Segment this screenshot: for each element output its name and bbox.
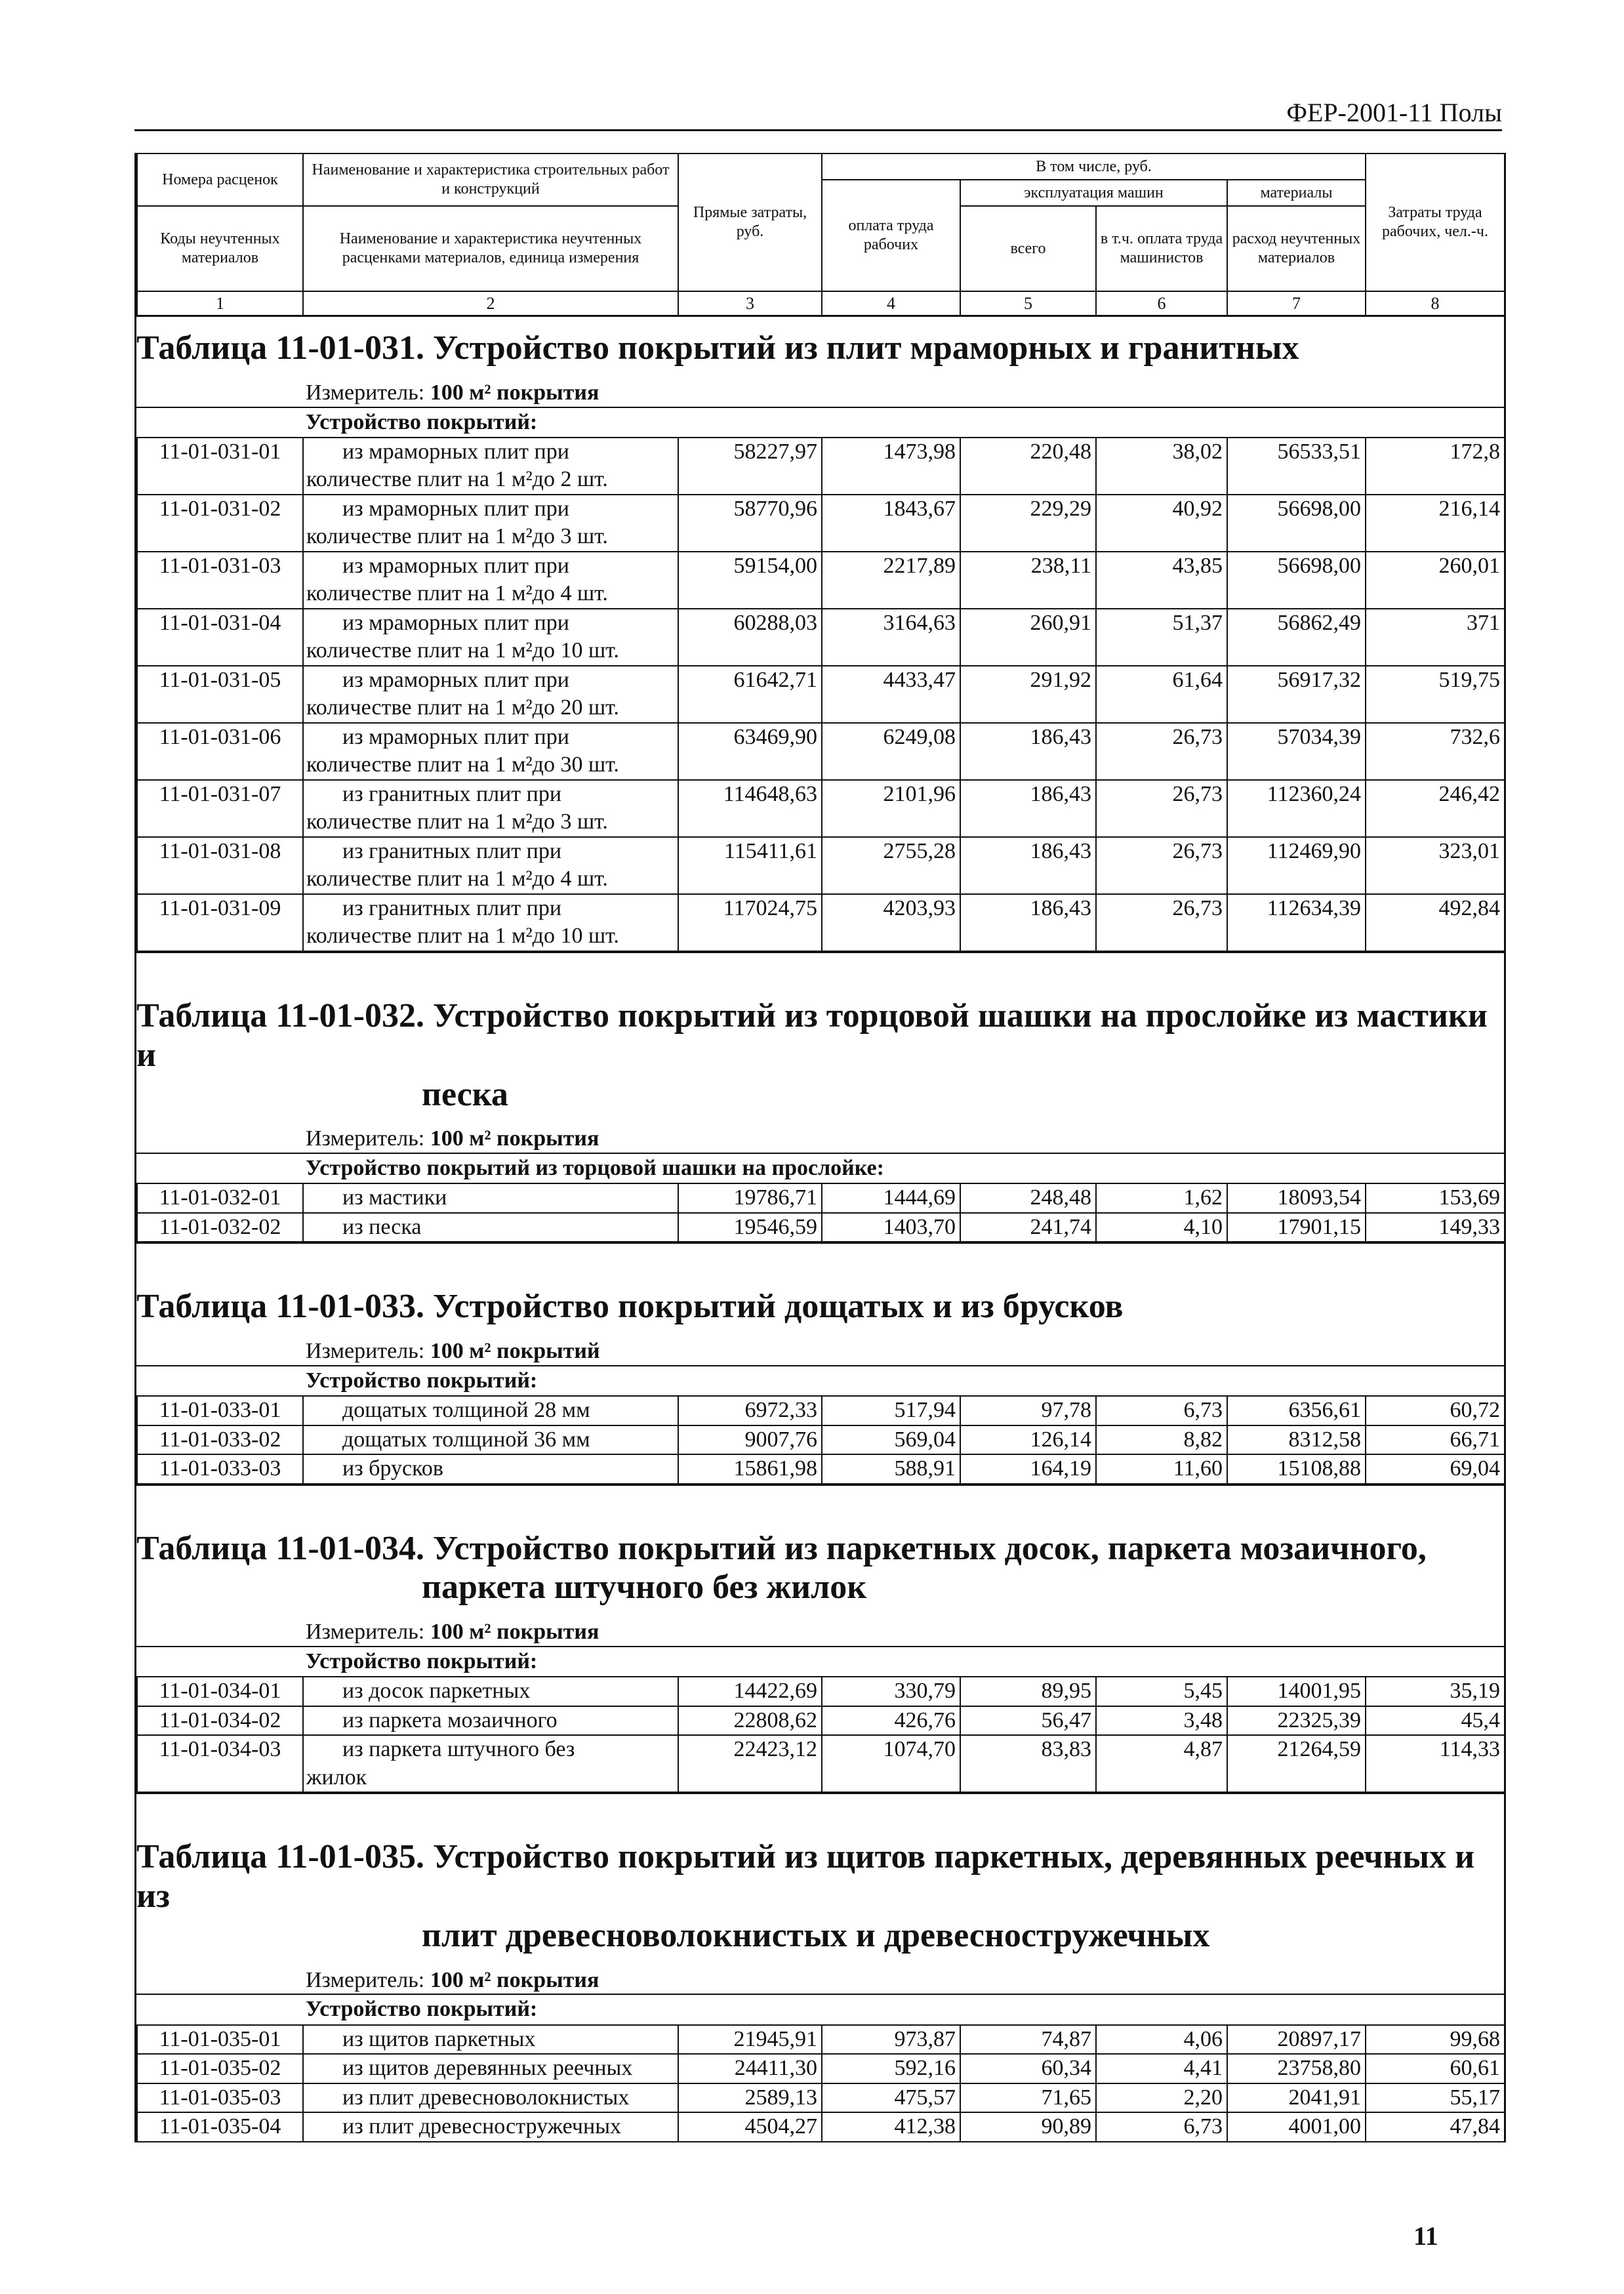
worker-wages-cell: 426,76 [822, 1706, 960, 1736]
measure-unit [136, 1126, 1504, 1153]
direct-costs-cell: 58770,96 [678, 495, 822, 552]
measure-unit [136, 1338, 1504, 1365]
header-machines-total: всего [960, 206, 1096, 291]
work-name-line: из досок паркетных [342, 1679, 531, 1704]
materials-cell: 2041,91 [1227, 2083, 1366, 2113]
measure-unit [136, 1619, 1504, 1646]
direct-costs-cell: 59154,00 [678, 552, 822, 609]
labor-cell: 99,68 [1366, 2025, 1505, 2055]
rate-code: 11-01-031-01 [137, 438, 303, 495]
table-row [137, 894, 1505, 951]
rates-table [136, 1183, 1505, 1242]
direct-costs-cell: 24411,30 [678, 2054, 822, 2083]
work-name-line: из песка [342, 1214, 422, 1239]
work-name-line: из гранитных плит при [342, 895, 562, 920]
work-name-line: количестве плит на 1 м²до 3 шт. [306, 809, 608, 834]
table-row [137, 1396, 1505, 1425]
table-title-line: Таблица 11-01-032. Устройство покрытий из торцовой шашки на прослойке из мастики и [136, 996, 1488, 1074]
machine-costs-cell: 186,43 [960, 837, 1096, 894]
table-separator [136, 952, 1504, 985]
work-name-line: количестве плит на 1 м²до 3 шт. [306, 524, 608, 549]
machinist-wages-cell: 51,37 [1096, 609, 1227, 666]
labor-cell: 492,84 [1366, 894, 1505, 951]
measure-value: 100 м² покрытия [430, 380, 599, 405]
direct-costs-cell: 117024,75 [678, 894, 822, 951]
labor-cell: 172,8 [1366, 438, 1505, 495]
materials-cell: 112634,39 [1227, 894, 1366, 951]
table-row [137, 552, 1505, 609]
materials-cell: 22325,39 [1227, 1706, 1366, 1736]
rate-code: 11-01-031-09 [137, 894, 303, 951]
materials-cell: 17901,15 [1227, 1213, 1366, 1242]
pricing-table-block [136, 317, 1504, 985]
measure-value: 100 м² покрытия [430, 1126, 599, 1151]
column-number: 8 [1366, 291, 1505, 316]
machine-costs-cell: 90,89 [960, 2112, 1096, 2142]
machine-costs-cell: 97,78 [960, 1396, 1096, 1425]
machine-costs-cell: 291,92 [960, 666, 1096, 723]
rates-table [136, 1395, 1505, 1485]
work-name [303, 666, 678, 723]
labor-cell: 47,84 [1366, 2112, 1505, 2142]
table-row [137, 438, 1505, 495]
work-name-line: количестве плит на 1 м²до 20 шт. [306, 695, 619, 720]
direct-costs-cell: 19546,59 [678, 1213, 822, 1242]
measure-label: Измеритель: [306, 1967, 425, 1992]
labor-cell: 149,33 [1366, 1213, 1505, 1242]
direct-costs-cell: 2589,13 [678, 2083, 822, 2113]
machine-costs-cell: 260,91 [960, 609, 1096, 666]
table-title-line: Таблица 11-01-034. Устройство покрытий из паркетных досок, паркета мозаичного, [136, 1529, 1427, 1567]
pricing-table-block [136, 985, 1504, 1275]
machine-costs-cell: 83,83 [960, 1735, 1096, 1792]
labor-cell: 60,72 [1366, 1396, 1505, 1425]
table-row [137, 495, 1505, 552]
measure-value: 100 м² покрытий [430, 1339, 600, 1364]
materials-cell: 4001,00 [1227, 2112, 1366, 2142]
labor-cell: 246,42 [1366, 780, 1505, 837]
materials-cell: 56698,00 [1227, 552, 1366, 609]
table-subtitle: Устройство покрытий из торцовой шашки на прослойке: [136, 1153, 1504, 1183]
labor-cell: 35,19 [1366, 1677, 1505, 1706]
table-row [137, 2054, 1505, 2083]
header-material-codes: Коды неучтенных материалов [137, 206, 303, 291]
rate-code: 11-01-034-03 [137, 1735, 303, 1792]
labor-cell: 45,4 [1366, 1706, 1505, 1736]
table-row [137, 837, 1505, 894]
labor-cell: 66,71 [1366, 1425, 1505, 1455]
table-subtitle: Устройство покрытий: [136, 407, 1504, 437]
table-title [136, 1826, 1504, 1955]
work-name-line: дощатых толщиной 28 мм [342, 1398, 590, 1423]
table-subtitle: Устройство покрытий: [136, 1994, 1504, 2024]
work-name [303, 2054, 678, 2083]
machine-costs-cell: 241,74 [960, 1213, 1096, 1242]
worker-wages-cell: 592,16 [822, 2054, 960, 2083]
materials-cell: 15108,88 [1227, 1454, 1366, 1484]
work-name-line: количестве плит на 1 м²до 10 шт. [306, 638, 619, 663]
materials-cell: 21264,59 [1227, 1735, 1366, 1792]
table-subtitle: Устройство покрытий: [136, 1646, 1504, 1676]
table-row [137, 1425, 1505, 1455]
rate-code: 11-01-031-04 [137, 609, 303, 666]
materials-cell: 57034,39 [1227, 723, 1366, 780]
pricing-table-block [136, 1517, 1504, 1826]
work-name-line: из мастики [342, 1185, 447, 1210]
header-work-name: Наименование и характеристика строительных работ и конструкций [303, 154, 678, 206]
worker-wages-cell: 1444,69 [822, 1183, 960, 1213]
table-row [137, 2112, 1505, 2142]
machinist-wages-cell: 6,73 [1096, 1396, 1227, 1425]
table-row [137, 780, 1505, 837]
labor-cell: 60,61 [1366, 2054, 1505, 2083]
measure-label: Измеритель: [306, 1620, 425, 1645]
work-name-line: из мраморных плит при [342, 667, 569, 692]
labor-cell: 260,01 [1366, 552, 1505, 609]
header-materials-use: расход неучтенных материалов [1227, 206, 1366, 291]
worker-wages-cell: 475,57 [822, 2083, 960, 2113]
rate-code: 11-01-031-05 [137, 666, 303, 723]
work-name [303, 1706, 678, 1736]
work-name-line: из плит древесностружечных [342, 2114, 622, 2139]
machinist-wages-cell: 38,02 [1096, 438, 1227, 495]
work-name-line: из гранитных плит при [342, 781, 562, 806]
direct-costs-cell: 15861,98 [678, 1454, 822, 1484]
table-row [137, 1454, 1505, 1484]
work-name [303, 1735, 678, 1792]
rate-code: 11-01-034-01 [137, 1677, 303, 1706]
table-title-continuation: песка [422, 1075, 508, 1113]
work-name-line: из мраморных плит при [342, 553, 569, 578]
direct-costs-cell: 22423,12 [678, 1735, 822, 1792]
table-row [137, 1735, 1505, 1792]
work-name-line: из мраморных плит при [342, 496, 569, 521]
direct-costs-cell: 58227,97 [678, 438, 822, 495]
machinist-wages-cell: 61,64 [1096, 666, 1227, 723]
machinist-wages-cell: 40,92 [1096, 495, 1227, 552]
header-wages: оплата труда рабочих [822, 180, 960, 291]
work-name-line: из мраморных плит при [342, 724, 569, 749]
labor-cell: 153,69 [1366, 1183, 1505, 1213]
measure-label: Измеритель: [306, 380, 425, 405]
work-name-line: из гранитных плит при [342, 838, 562, 863]
table-row [137, 609, 1505, 666]
work-name-line: из паркета мозаичного [342, 1708, 558, 1732]
column-number: 5 [960, 291, 1096, 316]
work-name [303, 1454, 678, 1484]
rate-code: 11-01-035-02 [137, 2054, 303, 2083]
rates-table [136, 437, 1505, 952]
worker-wages-cell: 6249,08 [822, 723, 960, 780]
labor-cell: 519,75 [1366, 666, 1505, 723]
direct-costs-cell: 22808,62 [678, 1706, 822, 1736]
work-name-line: количестве плит на 1 м²до 2 шт. [306, 467, 608, 492]
materials-cell: 8312,58 [1227, 1425, 1366, 1455]
machine-costs-cell: 89,95 [960, 1677, 1096, 1706]
column-number: 3 [678, 291, 822, 316]
column-number: 2 [303, 291, 678, 316]
header-direct-costs: Прямые затраты, руб. [678, 154, 822, 291]
header-material-name: Наименование и характеристика неучтенных расценками материалов, единица измерения [303, 206, 678, 291]
worker-wages-cell: 973,87 [822, 2025, 960, 2055]
work-name-line: из паркета штучного без [342, 1737, 575, 1762]
direct-costs-cell: 115411,61 [678, 837, 822, 894]
machine-costs-cell: 186,43 [960, 780, 1096, 837]
rate-code: 11-01-033-03 [137, 1454, 303, 1484]
running-header [134, 97, 1502, 131]
measure-value: 100 м² покрытия [430, 1620, 599, 1645]
table-subtitle: Устройство покрытий: [136, 1365, 1504, 1395]
rate-code: 11-01-031-06 [137, 723, 303, 780]
worker-wages-cell: 2755,28 [822, 837, 960, 894]
direct-costs-cell: 4504,27 [678, 2112, 822, 2142]
worker-wages-cell: 1403,70 [822, 1213, 960, 1242]
labor-cell: 732,6 [1366, 723, 1505, 780]
materials-cell: 23758,80 [1227, 2054, 1366, 2083]
table-title-line: Таблица 11-01-035. Устройство покрытий из щитов паркетных, деревянных реечных и из [136, 1838, 1475, 1915]
tables-container [136, 317, 1504, 2142]
table-row [137, 2025, 1505, 2055]
column-header-table [136, 153, 1505, 317]
table-separator [136, 1485, 1504, 1517]
table-title [136, 317, 1504, 368]
table-title [136, 1517, 1504, 1608]
materials-cell: 56917,32 [1227, 666, 1366, 723]
work-name [303, 1396, 678, 1425]
measure-unit [136, 380, 1504, 407]
materials-cell: 112469,90 [1227, 837, 1366, 894]
machinist-wages-cell: 4,10 [1096, 1213, 1227, 1242]
table-row [137, 1183, 1505, 1213]
rate-code: 11-01-031-07 [137, 780, 303, 837]
rate-code: 11-01-031-08 [137, 837, 303, 894]
document-body [134, 153, 1506, 2142]
rate-code: 11-01-032-02 [137, 1213, 303, 1242]
direct-costs-cell: 63469,90 [678, 723, 822, 780]
direct-costs-cell: 61642,71 [678, 666, 822, 723]
labor-cell: 371 [1366, 609, 1505, 666]
direct-costs-cell: 9007,76 [678, 1425, 822, 1455]
machine-costs-cell: 126,14 [960, 1425, 1096, 1455]
rate-code: 11-01-031-03 [137, 552, 303, 609]
rate-code: 11-01-034-02 [137, 1706, 303, 1736]
worker-wages-cell: 412,38 [822, 2112, 960, 2142]
measure-value: 100 м² покрытия [430, 1967, 599, 1992]
measure-label: Измеритель: [306, 1126, 425, 1151]
table-row [137, 666, 1505, 723]
machine-costs-cell: 164,19 [960, 1454, 1096, 1484]
machinist-wages-cell: 4,06 [1096, 2025, 1227, 2055]
work-name [303, 894, 678, 951]
materials-cell: 20897,17 [1227, 2025, 1366, 2055]
machine-costs-cell: 220,48 [960, 438, 1096, 495]
materials-cell: 112360,24 [1227, 780, 1366, 837]
work-name-line: из мраморных плит при [342, 439, 569, 464]
worker-wages-cell: 3164,63 [822, 609, 960, 666]
measure-unit [136, 1967, 1504, 1994]
worker-wages-cell: 4203,93 [822, 894, 960, 951]
header-materials: материалы [1227, 180, 1366, 206]
table-row [137, 723, 1505, 780]
labor-cell: 114,33 [1366, 1735, 1505, 1792]
table-title [136, 985, 1504, 1114]
rate-code: 11-01-033-02 [137, 1425, 303, 1455]
rate-code: 11-01-035-04 [137, 2112, 303, 2142]
worker-wages-cell: 1843,67 [822, 495, 960, 552]
rate-code: 11-01-035-03 [137, 2083, 303, 2113]
materials-cell: 18093,54 [1227, 1183, 1366, 1213]
machine-costs-cell: 56,47 [960, 1706, 1096, 1736]
direct-costs-cell: 21945,91 [678, 2025, 822, 2055]
table-row [137, 1706, 1505, 1736]
work-name [303, 723, 678, 780]
machinist-wages-cell: 8,82 [1096, 1425, 1227, 1455]
work-name [303, 1425, 678, 1455]
work-name [303, 837, 678, 894]
machinist-wages-cell: 43,85 [1096, 552, 1227, 609]
worker-wages-cell: 2101,96 [822, 780, 960, 837]
work-name [303, 2083, 678, 2113]
work-name [303, 609, 678, 666]
work-name-line: из мраморных плит при [342, 610, 569, 635]
column-number: 4 [822, 291, 960, 316]
labor-cell: 323,01 [1366, 837, 1505, 894]
measure-label: Измеритель: [306, 1339, 425, 1364]
worker-wages-cell: 1074,70 [822, 1735, 960, 1792]
work-name-line: дощатых толщиной 36 мм [342, 1427, 590, 1452]
work-name [303, 780, 678, 837]
table-title-line: Таблица 11-01-031. Устройство покрытий из плит мраморных и гранитных [136, 329, 1299, 367]
machine-costs-cell: 248,48 [960, 1183, 1096, 1213]
direct-costs-cell: 19786,71 [678, 1183, 822, 1213]
labor-cell: 69,04 [1366, 1454, 1505, 1484]
work-name-line: из плит древесноволокнистых [342, 2085, 630, 2110]
machine-costs-cell: 186,43 [960, 894, 1096, 951]
rates-table [136, 1676, 1505, 1793]
work-name-line: количестве плит на 1 м²до 4 шт. [306, 581, 608, 606]
materials-cell: 14001,95 [1227, 1677, 1366, 1706]
machinist-wages-cell: 4,41 [1096, 2054, 1227, 2083]
work-name [303, 438, 678, 495]
machinist-wages-cell: 5,45 [1096, 1677, 1227, 1706]
table-title [136, 1275, 1504, 1326]
worker-wages-cell: 330,79 [822, 1677, 960, 1706]
machine-costs-cell: 71,65 [960, 2083, 1096, 2113]
machine-costs-cell: 186,43 [960, 723, 1096, 780]
machine-costs-cell: 229,29 [960, 495, 1096, 552]
machinist-wages-cell: 11,60 [1096, 1454, 1227, 1484]
machinist-wages-cell: 3,48 [1096, 1706, 1227, 1736]
rate-code: 11-01-035-01 [137, 2025, 303, 2055]
page-number: 11 [1413, 2221, 1438, 2251]
work-name [303, 2025, 678, 2055]
header-machinists-wages: в т.ч. оплата труда машинистов [1096, 206, 1227, 291]
header-labor: Затраты труда рабочих, чел.-ч. [1366, 154, 1505, 291]
machinist-wages-cell: 4,87 [1096, 1735, 1227, 1792]
table-title-continuation: паркета штучного без жилок [422, 1568, 867, 1607]
work-name-line: из брусков [342, 1456, 443, 1481]
table-row [137, 1677, 1505, 1706]
header-rate-numbers: Номера расценок [137, 154, 303, 206]
labor-cell: 216,14 [1366, 495, 1505, 552]
direct-costs-cell: 6972,33 [678, 1396, 822, 1425]
table-separator [136, 1242, 1504, 1275]
work-name [303, 1213, 678, 1242]
header-machines: эксплуатация машин [960, 180, 1227, 206]
table-title-line: Таблица 11-01-033. Устройство покрытий дощатых и из брусков [136, 1288, 1124, 1326]
header-including: В том числе, руб. [822, 154, 1366, 180]
work-name-line: из щитов паркетных [342, 2026, 536, 2051]
worker-wages-cell: 517,94 [822, 1396, 960, 1425]
direct-costs-cell: 14422,69 [678, 1677, 822, 1706]
work-name [303, 552, 678, 609]
work-name [303, 1183, 678, 1213]
machinist-wages-cell: 1,62 [1096, 1183, 1227, 1213]
table-row [137, 2083, 1505, 2113]
work-name-line: количестве плит на 1 м²до 4 шт. [306, 867, 608, 891]
pricing-table-block [136, 1275, 1504, 1517]
pricing-table-block [136, 1826, 1504, 2142]
work-name-line: жилок [306, 1765, 367, 1790]
work-name [303, 495, 678, 552]
table-title-continuation: плит древесноволокнистых и древесностружечных [422, 1916, 1210, 1954]
work-name-line: количестве плит на 1 м²до 30 шт. [306, 752, 619, 777]
work-name [303, 1677, 678, 1706]
machinist-wages-cell: 26,73 [1096, 780, 1227, 837]
work-name [303, 2112, 678, 2142]
rate-code: 11-01-033-01 [137, 1396, 303, 1425]
machinist-wages-cell: 6,73 [1096, 2112, 1227, 2142]
column-number: 7 [1227, 291, 1366, 316]
materials-cell: 56698,00 [1227, 495, 1366, 552]
materials-cell: 6356,61 [1227, 1396, 1366, 1425]
machinist-wages-cell: 2,20 [1096, 2083, 1227, 2113]
table-row [137, 1213, 1505, 1242]
column-number: 1 [137, 291, 303, 316]
table-separator [136, 1793, 1504, 1826]
machine-costs-cell: 74,87 [960, 2025, 1096, 2055]
machine-costs-cell: 238,11 [960, 552, 1096, 609]
machinist-wages-cell: 26,73 [1096, 837, 1227, 894]
direct-costs-cell: 114648,63 [678, 780, 822, 837]
direct-costs-cell: 60288,03 [678, 609, 822, 666]
worker-wages-cell: 569,04 [822, 1425, 960, 1455]
rate-code: 11-01-031-02 [137, 495, 303, 552]
machine-costs-cell: 60,34 [960, 2054, 1096, 2083]
materials-cell: 56862,49 [1227, 609, 1366, 666]
worker-wages-cell: 1473,98 [822, 438, 960, 495]
rate-code: 11-01-032-01 [137, 1183, 303, 1213]
worker-wages-cell: 588,91 [822, 1454, 960, 1484]
work-name-line: из щитов деревянных реечных [342, 2056, 633, 2081]
document-code-title: ФЕР-2001-11 Полы [1286, 98, 1502, 127]
machinist-wages-cell: 26,73 [1096, 723, 1227, 780]
column-number: 6 [1096, 291, 1227, 316]
materials-cell: 56533,51 [1227, 438, 1366, 495]
labor-cell: 55,17 [1366, 2083, 1505, 2113]
work-name-line: количестве плит на 1 м²до 10 шт. [306, 924, 619, 949]
column-number-row [137, 291, 1505, 316]
worker-wages-cell: 2217,89 [822, 552, 960, 609]
worker-wages-cell: 4433,47 [822, 666, 960, 723]
rates-table [136, 2024, 1505, 2142]
machinist-wages-cell: 26,73 [1096, 894, 1227, 951]
